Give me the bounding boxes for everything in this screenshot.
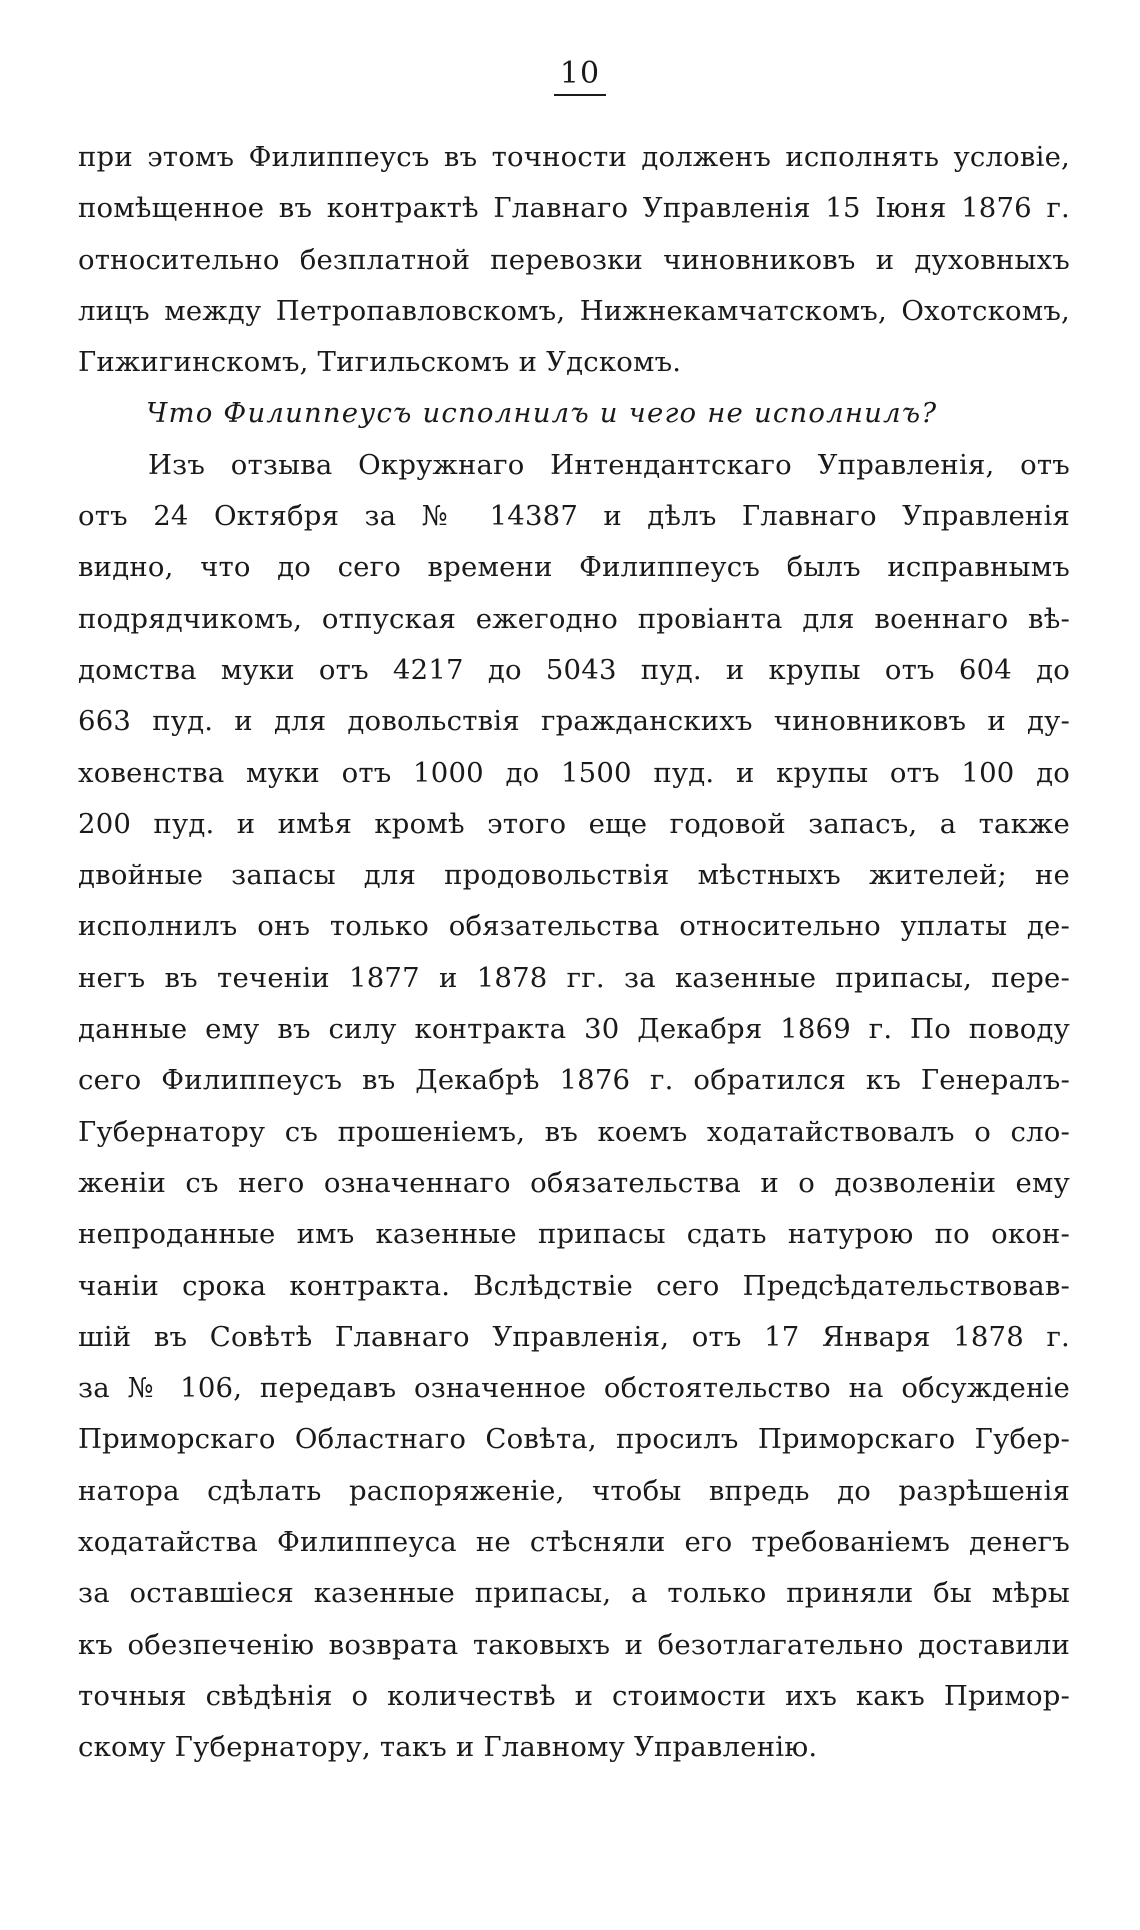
text-line: за оставшіеся казенные припасы, а только приняли бы мѣры — [78, 1577, 1070, 1610]
text-line: лицъ между Петропавловскомъ, Нижнекамчатскомъ, Охотскомъ, — [78, 294, 1070, 327]
text-line: Приморскаго Областнаго Совѣта, просилъ Приморскаго Губер- — [78, 1423, 1070, 1456]
text-line: Изъ отзыва Окружнаго Интендантскаго Управленія, отъ — [148, 448, 1070, 481]
section-heading: Что Филиппеусъ исполнилъ и чего не исполнилъ? — [146, 397, 938, 430]
text-line: за № 106, передавъ означенное обстоятельство на обсужденіе — [78, 1372, 1070, 1405]
text-line: непроданные имъ казенные припасы сдать натурою по окон- — [78, 1218, 1070, 1251]
text-line: исполнилъ онъ только обязательства относительно уплаты де- — [78, 910, 1070, 943]
text-line: ходатайства Филиппеуса не стѣсняли его требованіемъ денегъ — [78, 1526, 1070, 1559]
text-line: помѣщенное въ контрактѣ Главнаго Управленія 15 Іюня 1876 г. — [78, 192, 1070, 225]
text-line: двойные запасы для продовольствія мѣстныхъ жителей; не — [78, 859, 1070, 892]
text-line: скому Губернатору, такъ и Главному Управленію. — [78, 1731, 818, 1764]
text-line: отъ 24 Октября за № 14387 и дѣлъ Главнаго Управленія — [78, 500, 1070, 533]
text-line: данные ему въ силу контракта 30 Декабря 1869 г. По поводу — [78, 1013, 1070, 1046]
text-line: точныя свѣдѣнія о количествѣ и стоимости ихъ какъ Примор- — [78, 1679, 1070, 1712]
text-line: при этомъ Филиппеусъ въ точности долженъ исполнять условіе, — [78, 141, 1070, 173]
document-page — [78, 0, 1070, 1930]
text-line: чаніи срока контракта. Вслѣдствіе сего Предсѣдательствовав- — [78, 1269, 1070, 1302]
text-line: 663 пуд. и для довольствія гражданскихъ чиновниковъ и ду- — [78, 705, 1070, 738]
text-line: сего Филиппеусъ въ Декабрѣ 1876 г. обратился къ Генералъ- — [78, 1064, 1070, 1097]
text-line: видно, что до сего времени Филиппеусъ былъ исправнымъ — [78, 551, 1070, 584]
text-line: натора сдѣлать распоряженіе, чтобы впредь до разрѣшенія — [78, 1474, 1070, 1507]
body-text — [78, 132, 1070, 1774]
text-line: ховенства муки отъ 1000 до 1500 пуд. и крупы отъ 100 до — [78, 756, 1070, 789]
text-line: негъ въ теченіи 1877 и 1878 гг. за казенные припасы, пере- — [78, 961, 1070, 994]
text-line: женіи съ него означеннаго обязательства и о дозволеніи ему — [78, 1166, 1070, 1199]
text-line: домства муки отъ 4217 до 5043 пуд. и крупы отъ 604 до — [78, 653, 1070, 686]
text-line: 200 пуд. и имѣя кромѣ этого еще годовой запасъ, а также — [78, 807, 1070, 840]
page-header — [78, 56, 1070, 96]
text-line: Губернатору съ прошеніемъ, въ коемъ ходатайствовалъ о сло- — [78, 1115, 1070, 1148]
text-line: Гижигинскомъ, Тигильскомъ и Удскомъ. — [78, 346, 682, 379]
page-number: 10 — [554, 56, 606, 96]
text-line: къ обезпеченію возврата таковыхъ и безотлагательно доставили — [78, 1628, 1070, 1661]
text-line: шій въ Совѣтѣ Главнаго Управленія, отъ 17 Января 1878 г. — [78, 1320, 1070, 1353]
text-line: подрядчикомъ, отпуская ежегодно провіанта для военнаго вѣ- — [78, 602, 1070, 635]
text-line: относительно безплатной перевозки чиновниковъ и духовныхъ — [78, 243, 1070, 276]
